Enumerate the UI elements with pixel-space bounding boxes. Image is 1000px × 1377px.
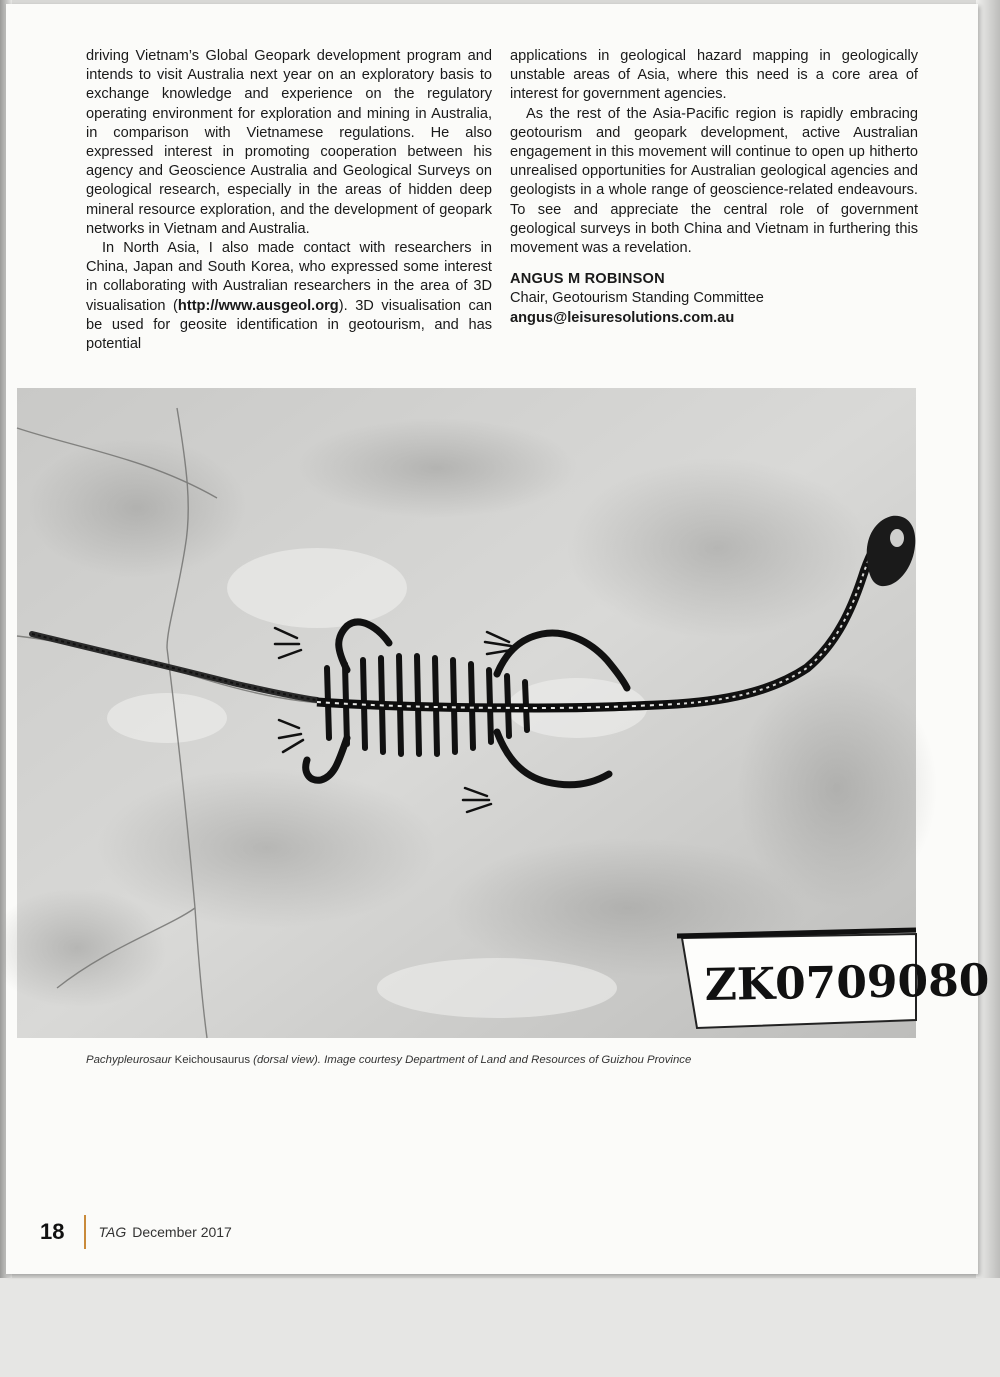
paragraph: driving Vietnam’s Global Geopark development program and intends to visit Australia next year on an exploratory basis to exchange knowledge and experience on the regulatory operating environment for exploration and mining in Australia, in comparison with Vietnamese regulations. He also expressed interest in promoting cooperation between his agency and Geoscience Australia and Geological Surveys on geological research, especially in the areas of hidden deep mineral resource exploration, and the development of geopark networks in Vietnam and Australia. bbox=[86, 48, 492, 237]
article-column-left bbox=[86, 47, 492, 354]
paragraph: As the rest of the Asia-Pacific region is rapidly embracing geotourism and geopark development, active Australian engagement in this movement will continue to open up hitherto unrealised opportunities for Australian geological agencies and geologists in a whole range of geoscience-related endeavours. To see and appreciate the central role of government geological surveys in both China and Vietnam in furthering this movement was a revelation. bbox=[510, 105, 918, 257]
publication-name: TAG bbox=[98, 1224, 127, 1240]
fossil-photo bbox=[17, 388, 990, 1038]
issue-date: December 2017 bbox=[132, 1224, 232, 1240]
caption-text: (dorsal view). Image courtesy Department of Land and Resources of Guizhou Province bbox=[250, 1054, 692, 1066]
author-role: Chair, Geotourism Standing Committee bbox=[510, 290, 764, 307]
caption-text: Pachypleurosaur bbox=[86, 1054, 175, 1066]
paragraph-text: ). 3D visualisation can be used for geosite identification in geotourism, and has potential bbox=[86, 297, 492, 353]
scan-edge-right bbox=[976, 0, 1000, 1300]
author-name: ANGUS M ROBINSON bbox=[510, 271, 665, 288]
website-link[interactable]: http://www.ausgeol.org bbox=[177, 297, 339, 314]
figure-caption bbox=[86, 1054, 916, 1066]
author-email[interactable]: angus@leisuresolutions.com.au bbox=[510, 309, 735, 326]
footer-divider bbox=[84, 1215, 86, 1249]
author-block bbox=[510, 270, 918, 328]
paragraph-text: In North Asia, I also made contact with researchers in China, Japan and South Korea, who expressed some interest in collaborating with Australian researchers in the area of 3D visualisation ( bbox=[86, 240, 492, 314]
specimen-label: ZK0709080 bbox=[704, 955, 990, 1011]
paragraph: applications in geological hazard mapping in geologically unstable areas of Asia, where this need is a core area of interest for government agencies. bbox=[510, 48, 918, 103]
page-number: 18 bbox=[40, 1219, 65, 1244]
scan-bottom-strip bbox=[0, 1278, 1000, 1377]
caption-genus: Keichousaurus bbox=[174, 1054, 251, 1066]
article-column-right bbox=[510, 47, 918, 328]
page-footer bbox=[40, 1214, 232, 1250]
paragraph bbox=[86, 239, 492, 354]
